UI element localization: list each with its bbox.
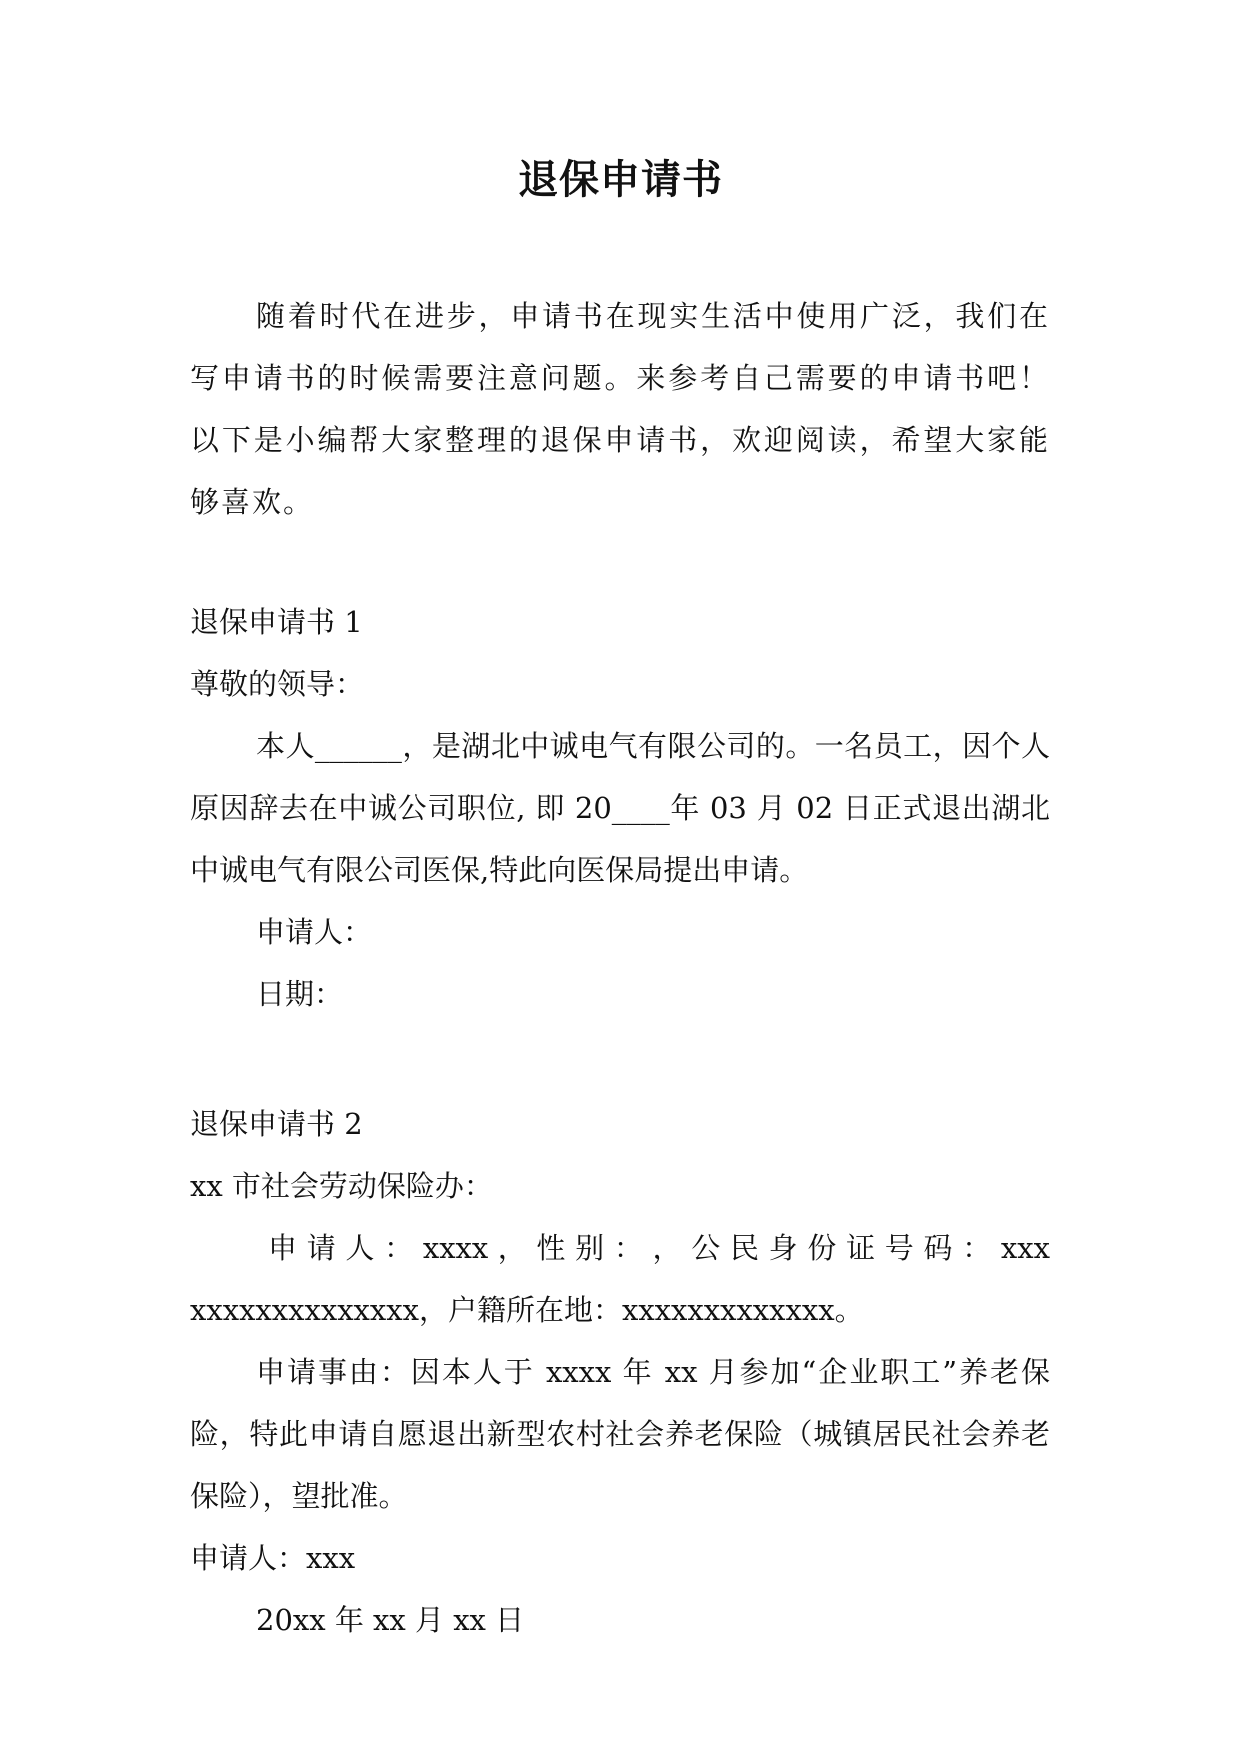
- document-title: 退保申请书: [518, 157, 723, 203]
- section2-date: 20xx 年 xx 月 xx 日: [256, 1603, 525, 1637]
- document-body: [190, 285, 1050, 1651]
- section2-reason: 申请事由：因本人于 xxxx 年 xx 月参加“企业职工”养老保险，特此申请自愿退出新型农村社会养老保险（城镇居民社会养老保险），望批准。: [190, 1355, 1050, 1513]
- section2-salutation: xx 市社会劳动保险办：: [190, 1169, 493, 1203]
- intro-paragraph: 随着时代在进步，申请书在现实生活中使用广泛，我们在写申请书的时候需要注意问题。来参考自己需要的申请书吧！以下是小编帮大家整理的退保申请书，欢迎阅读，希望大家能够喜欢。: [190, 299, 1050, 519]
- section1-date: 日期：: [256, 977, 344, 1011]
- section1-salutation: 尊敬的领导：: [190, 667, 365, 701]
- section2-applicant-info: 申 请 人 ： xxxx ， 性 别 ： ， 公 民 身 份 证 号 码 ： xxxxxxxxxxxxxxxxx，户籍所在地：xxxxxxxxxxxxx。: [190, 1231, 1050, 1327]
- paragraph-gap: [190, 533, 1050, 591]
- section1-applicant: 申请人：: [256, 915, 373, 949]
- section1-heading: 退保申请书 1: [190, 605, 363, 639]
- section2-heading: 退保申请书 2: [190, 1107, 363, 1141]
- section1-body: 本人______，是湖北中诚电气有限公司的。一名员工，因个人原因辞去在中诚公司职位, 即 20____年 03 月 02 日正式退出湖北中诚电气有限公司医保,特此向医保局提出申请。: [190, 729, 1050, 887]
- section2-applicant: 申请人：xxx: [190, 1541, 356, 1575]
- paragraph-gap: [190, 1025, 1050, 1093]
